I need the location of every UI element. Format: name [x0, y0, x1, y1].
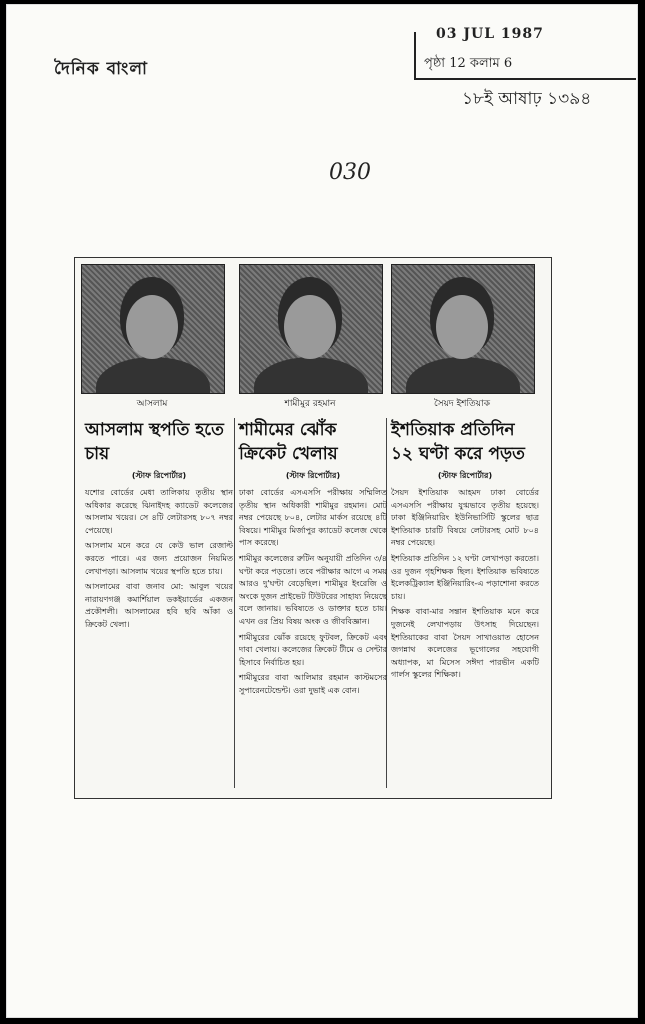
article-shamimur: [239, 418, 387, 701]
article-body: [239, 487, 387, 698]
article-byline: (স্টাফ রিপোর্টার): [285, 471, 341, 480]
article-headline: ইশতিয়াক প্রতিদিন ১২ ঘণ্টা করে পড়ত: [391, 420, 525, 464]
stamp-date: 03 JUL 1987: [436, 26, 544, 42]
stamp-page-info: [424, 54, 512, 75]
photo-caption: সৈয়দ ইশতিয়াক: [433, 399, 491, 409]
article-paragraph: শিক্ষক বাবা-মার সন্তান ইশতিয়াক মনে করে দুজনেই লেখাপড়ায় উৎসাহ দিয়েছেন। ইশতিয়াকের বাবা সৈয়দ সাখাওয়াত হোসেন জগন্নাথ কলেজের ভূগোলের সহযোগী অধ্যাপক, মা মিসেস সঈদা পারভীন একটি গার্লস স্কুলের শিক্ষিকা।: [391, 607, 539, 680]
article-paragraph: আসলাম মনে করে যে কেউ ভাল রেজাল্ট করতে পারে। এর জন্য প্রয়োজন নিয়মিত লেখাপড়া। আসলাম খয়ের স্থপতি হতে চায়।: [85, 541, 233, 576]
archive-stamp: [414, 26, 636, 80]
article-aslam: [85, 418, 233, 635]
article-byline: (স্টাফ রিপোর্টার): [437, 471, 493, 480]
article-headline: শামীমের ঝোঁক ক্রিকেট খেলায়: [239, 420, 338, 464]
article-ishtiaq: [391, 418, 539, 685]
article-paragraph: ঢাকা বোর্ডের এসএসসি পরীক্ষায় সম্মিলিত তৃতীয় স্থান অধিকারী শামীমুর রহমান। মোট নম্বর পেয়েছে ৮০৪, লেটার মার্কস রয়েছে ৪টি বিষয়ে। শামীমুর মির্জাপুর ক্যাডেট কলেজ থেকে পাস করেছে।: [239, 488, 387, 548]
photo-caption: আসলাম: [136, 399, 168, 409]
article-paragraph: যশোর বোর্ডের মেধা তালিকায় তৃতীয় স্থান অধিকার করেছে ঝিনাইদহ ক্যাডেট কলেজের আসলাম খয়ের। সে ৪টি লেটারসহ ৮০৭ নম্বর পেয়েছে।: [85, 488, 233, 535]
article-byline: (স্টাফ রিপোর্টার): [131, 471, 187, 480]
archive-sheet: [6, 4, 638, 1018]
article-body: [85, 487, 233, 632]
stamp-page-label: পৃষ্ঠা: [424, 56, 446, 71]
article-paragraph: সৈয়দ ইশতিয়াক আহমদ ঢাকা বোর্ডের এসএসসি পরীক্ষায় যুগ্মভাবে তৃতীয় হয়েছে। ঢাকা ইঞ্জিনিয়ারিং ইউনিভার্সিটি স্কুলের ছাত্র ইশতিয়াক চারটি বিষয়ে লেটারসহ মোট ৮০৪ নম্বর পেয়েছে।: [391, 488, 539, 548]
article-body: [391, 487, 539, 682]
photo-aslam: [81, 264, 225, 394]
article-paragraph: ইশতিয়াক প্রতিদিন ১২ ঘণ্টা লেখাপড়া করতো। ওর দুজন গৃহশিক্ষক ছিল। ইশতিয়াক ভবিষ্যতে ইলেকট্রিক্যাল ইঞ্জিনিয়ারিং-এ পড়াশোনা করতে চায়।: [391, 553, 539, 601]
bengali-date: ১৮ই আষাঢ় ১৩৯৪: [462, 89, 592, 109]
photo-caption: শামীমুর রহমান: [284, 399, 336, 409]
article-paragraph: আসলামের বাবা জনাব মো: আবুল খয়ের নারায়ণগঞ্জ কমার্শিয়াল ডকইয়ার্ডের একজন প্রকৌশলী। আসলামের হবি ছবি আঁকা ও ক্রিকেট খেলা।: [85, 582, 233, 629]
article-paragraph: শামীমুরের ঝোঁক রয়েছে ফুটবল, ক্রিকেট এবং দাবা খেলায়। কলেজের ক্রিকেট টীমে ও সেন্টার হিসাবে নির্বাচিত হয়।: [239, 632, 387, 667]
stamp-column-number: 6: [503, 56, 513, 71]
photo-ishtiaq: [391, 264, 535, 394]
newspaper-name: দৈনিক বাংলা: [54, 59, 148, 79]
stamp-page-number: 12: [449, 56, 466, 71]
article-paragraph: শামীমুরের বাবা আলিমার রহমান কাস্টমসের সুপারেনটেন্ডেন্ট। ওরা দুভাই এক বোন।: [239, 673, 387, 695]
stamp-column-label: কলাম: [469, 56, 500, 71]
article-paragraph: শামীমুর কলেজের রুটিন অনুযায়ী প্রতিদিন ৩/৪ ঘণ্টা করে পড়তো। তবে পরীক্ষার আগে এ সময় আরও দু'ঘণ্টা বেড়েছিল। শামীমুর ইংরেজি ও অংকে দুজন প্রাইভেট টিউটরের সাহায্য নিয়েছে বলে জানায়। ভবিষ্যতে ও ডাক্তার হতে চায়। এখন ওর প্রিয় বিষয় অংক ও জীববিজ্ঞান।: [239, 553, 387, 626]
newspaper-clipping: [74, 257, 552, 799]
article-headline: আসলাম স্থপতি হতে চায়: [85, 420, 224, 464]
folio-number: 030: [329, 160, 371, 185]
photo-shamimur: [239, 264, 383, 394]
column-divider: [234, 418, 235, 788]
